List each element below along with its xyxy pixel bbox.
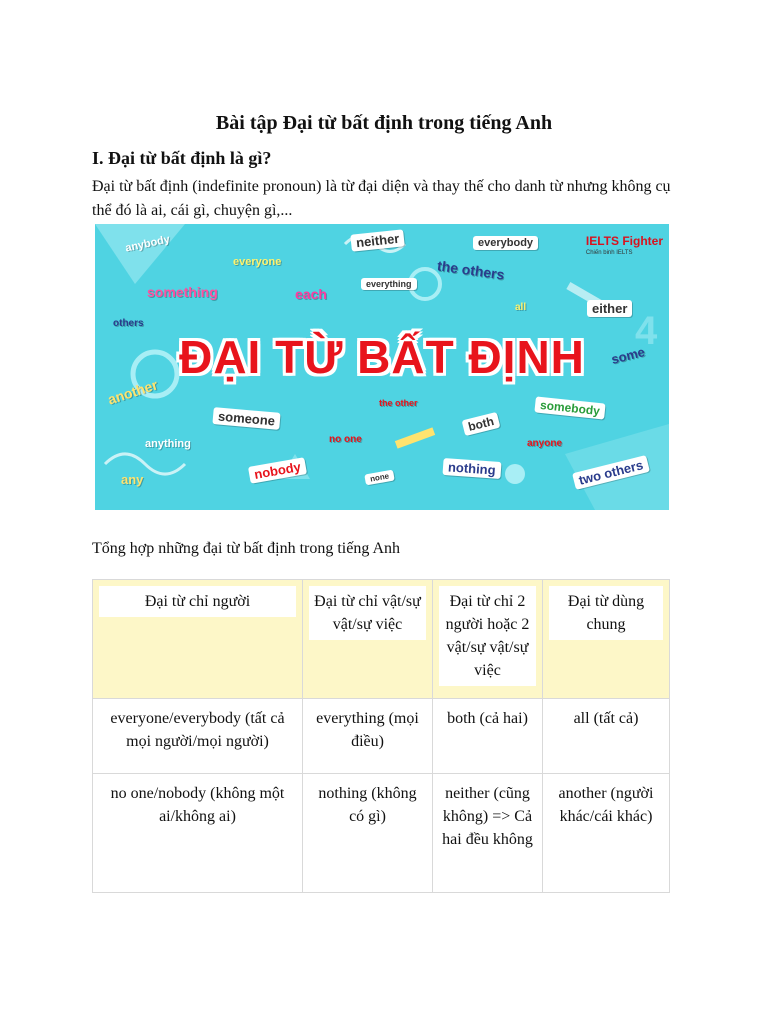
table-header-cell [93,580,303,699]
header-label: Đại từ chỉ vật/sự vật/sự việc [309,586,426,640]
banner-word: someone [212,407,280,430]
table-cell: another (người khác/cái khác) [543,774,670,893]
banner-word: no one [329,434,362,445]
table-cell: nothing (không có gì) [303,774,433,893]
banner-word: either [587,300,632,317]
header-label: Đại từ chỉ 2 người hoặc 2 vật/sự vật/sự việc [439,586,536,686]
header-label: Đại từ chỉ người [99,586,296,617]
banner-word: both [462,412,501,436]
banner-word: anyone [527,438,563,449]
table-cell: no one/nobody (không một ai/không ai) [93,774,303,893]
banner-word: two others [572,455,650,490]
header-label: Đại từ dùng chung [549,586,663,640]
banner-word: another [105,376,160,408]
banner-title: ĐẠI TỪ BẤT ĐỊNH [179,331,585,383]
table-header-cell [543,580,670,699]
table-header-cell [303,580,433,699]
brand-name: IELTS Fighter [585,234,663,248]
banner-word: anybody [124,233,171,255]
table-header-row [93,580,670,699]
banner-word: anything [145,438,191,450]
banner-word: any [121,472,144,487]
banner-word: something [147,284,218,300]
table-header-cell [433,580,543,699]
banner-word: somebody [534,396,605,419]
table-cell: everyone/everybody (tất cả mọi người/mọi người) [93,699,303,774]
table-row [93,699,670,774]
banner-word: all [515,302,527,313]
table-cell: everything (mọi điều) [303,699,433,774]
banner-word: some [609,344,647,367]
document-title: Bài tập Đại từ bất định trong tiếng Anh [215,112,553,134]
table-row [93,774,670,893]
banner-word: none [364,470,395,486]
table-cell: both (cả hai) [433,699,543,774]
table-caption: Tổng hợp những đại từ bất định trong tiếng Anh [92,540,400,557]
banner-image [95,224,669,510]
intro-paragraph: Đại từ bất định (indefinite pronoun) là từ đại diện và thay thế cho danh từ nhưng không cụ thể đó là ai, cái gì, chuyện gì,... [92,178,671,219]
table-cell: all (tất cả) [543,699,670,774]
banner-word: neither [350,229,405,251]
banner-word: nobody [248,457,307,484]
banner-word: everybody [473,236,538,250]
svg-text:4: 4 [635,309,658,353]
banner-word: others [113,318,144,329]
brand-subtitle: Chiến binh IELTS [585,250,633,256]
banner-word: each [295,286,327,302]
table-cell: neither (cũng không) => Cả hai đều không [433,774,543,893]
banner-word: the others [436,257,506,283]
banner-word: everything [361,278,417,290]
brand-logo [586,232,663,256]
banner-word: nothing [442,458,501,479]
banner-word: everyone [233,256,282,268]
section-heading: I. Đại từ bất định là gì? [92,148,272,168]
pronoun-table [92,579,670,893]
banner-word: the other [379,398,418,408]
